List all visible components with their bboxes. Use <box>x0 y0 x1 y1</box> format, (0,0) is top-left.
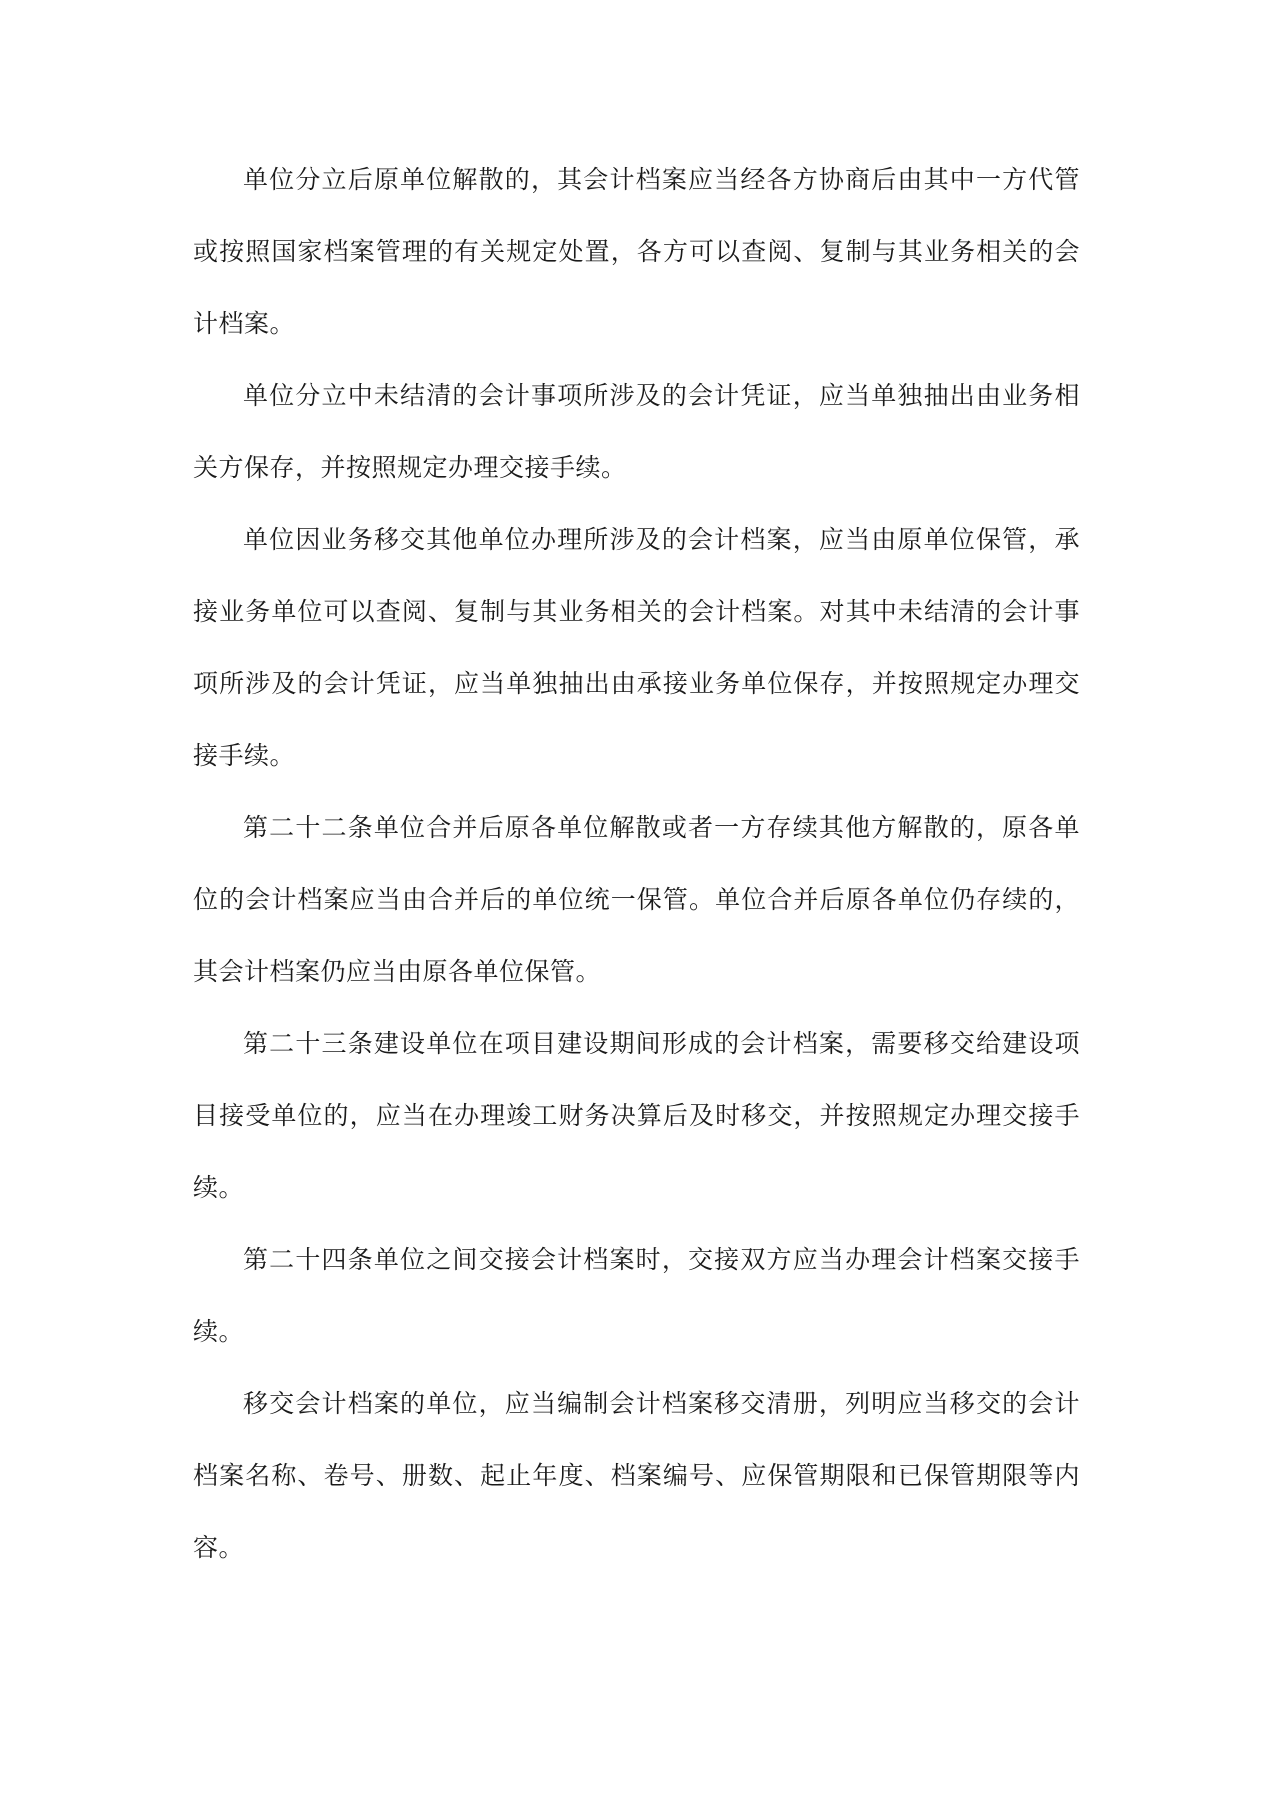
paragraph-1: 单位分立后原单位解散的，其会计档案应当经各方协商后由其中一方代管或按照国家档案管理的有关规定处置，各方可以查阅、复制与其业务相关的会计档案。 <box>193 165 1080 338</box>
paragraph-article-22: 第二十二条单位合并后原各单位解散或者一方存续其他方解散的，原各单位的会计档案应当由合并后的单位统一保管。单位合并后原各单位仍存续的，其会计档案仍应当由原各单位保管。 <box>193 813 1080 986</box>
paragraph-article-23: 第二十三条建设单位在项目建设期间形成的会计档案，需要移交给建设项目接受单位的，应当在办理竣工财务决算后及时移交，并按照规定办理交接手续。 <box>193 1029 1080 1202</box>
paragraph-article-24: 第二十四条单位之间交接会计档案时，交接双方应当办理会计档案交接手续。 <box>193 1245 1080 1346</box>
paragraph-3: 单位因业务移交其他单位办理所涉及的会计档案，应当由原单位保管，承接业务单位可以查阅、复制与其业务相关的会计档案。对其中未结清的会计事项所涉及的会计凭证，应当单独抽出由承接业务单位保存，并按照规定办理交接手续。 <box>193 525 1080 770</box>
document-body <box>193 144 1080 1584</box>
paragraph-2: 单位分立中未结清的会计事项所涉及的会计凭证，应当单独抽出由业务相关方保存，并按照规定办理交接手续。 <box>193 381 1080 482</box>
paragraph-handover-list: 移交会计档案的单位，应当编制会计档案移交清册，列明应当移交的会计档案名称、卷号、册数、起止年度、档案编号、应保管期限和已保管期限等内容。 <box>193 1389 1080 1562</box>
